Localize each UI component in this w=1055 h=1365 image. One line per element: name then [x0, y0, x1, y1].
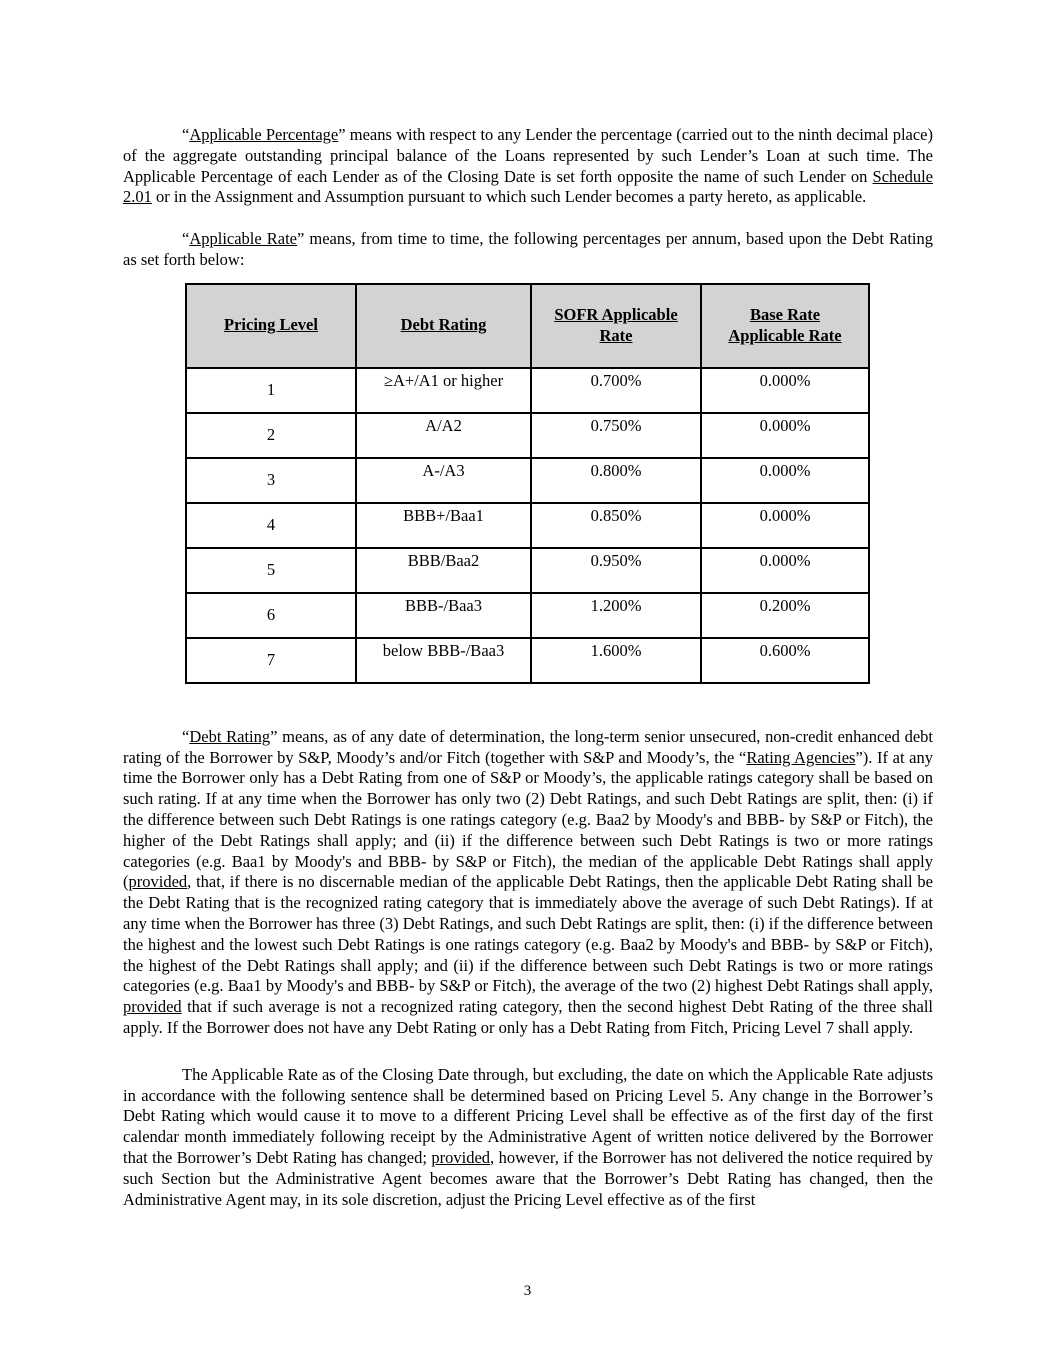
cell-pricing-level: 3: [186, 458, 356, 503]
cell-base-rate: 0.000%: [701, 548, 869, 593]
cell-debt-rating: A-/A3: [356, 458, 531, 503]
table-row: [186, 458, 869, 503]
cell-sofr-rate: 1.600%: [531, 638, 701, 683]
table-row: [186, 638, 869, 683]
pricing-table: [185, 283, 870, 684]
cell-pricing-level: 7: [186, 638, 356, 683]
header-debt-rating: Debt Rating: [356, 284, 531, 368]
cell-debt-rating: BBB+/Baa1: [356, 503, 531, 548]
cell-sofr-rate: 0.800%: [531, 458, 701, 503]
cell-sofr-rate: 0.850%: [531, 503, 701, 548]
header-base-rate-applicable-rate: Base Rate Applicable Rate: [701, 284, 869, 368]
cell-base-rate: 0.600%: [701, 638, 869, 683]
cell-pricing-level: 6: [186, 593, 356, 638]
table-row: [186, 413, 869, 458]
table-row: [186, 503, 869, 548]
cell-pricing-level: 2: [186, 413, 356, 458]
cell-base-rate: 0.000%: [701, 503, 869, 548]
cell-debt-rating: BBB/Baa2: [356, 548, 531, 593]
cell-base-rate: 0.200%: [701, 593, 869, 638]
cell-base-rate: 0.000%: [701, 413, 869, 458]
document-body: [123, 0, 933, 1210]
paragraph-applicable-rate: “Applicable Rate” means, from time to time, the following percentages per annum, based upon the Debt Rating as set forth below:: [123, 229, 933, 269]
cell-sofr-rate: 1.200%: [531, 593, 701, 638]
cell-debt-rating: ≥A+/A1 or higher: [356, 368, 531, 413]
cell-debt-rating: BBB-/Baa3: [356, 593, 531, 638]
paragraph-applicable-rate-adjustment: The Applicable Rate as of the Closing Date through, but excluding, the date on which the Applicable Rate adjusts in accordance with the following sentence shall be determined based on Pricing Level 5. Any change in the Borrower’s Debt Rating which would cause it to move to a different Pricing Level shall be effective as of the first day of the first calendar month immediately following receipt by the Administrative Agent of written notice delivered by the Borrower that the Borrower’s Debt Rating has changed; provided, however, if the Borrower has not delivered the notice required by such Section but the Administrative Agent becomes aware that the Borrower’s Debt Rating has changed, then the Administrative Agent may, in its sole discretion, adjust the Pricing Level effective as of the first: [123, 1064, 933, 1209]
table-header-row: [186, 284, 869, 368]
cell-sofr-rate: 0.950%: [531, 548, 701, 593]
table-row: [186, 593, 869, 638]
paragraph-debt-rating: “Debt Rating” means, as of any date of determination, the long-term senior unsecured, non-credit enhanced debt rating of the Borrower by S&P, Moody’s and/or Fitch (together with S&P and Moody’s, the “Rating Agencies”). If at any time the Borrower only has a Debt Rating from one of S&P or Moody’s, the applicable ratings category shall be based on such rating. If at any time when the Borrower has only two (2) Debt Ratings, and such Debt Ratings are split, then: (i) if the difference between such Debt Ratings is one ratings category (e.g. Baa2 by Moody's and BBB- by S&P or Fitch), the higher of the Debt Ratings shall apply; and (ii) if the difference between such Debt Ratings is two or more ratings categories (e.g. Baa1 by Moody's and BBB- by S&P or Fitch), the median of the applicable Debt Ratings shall apply (provided, that, if there is no discernable median of the applicable Debt Ratings, then the applicable Debt Rating shall be the Debt Rating that is the recognized rating category that is immediately above the average of such Debt Ratings). If at any time when the Borrower has three (3) Debt Ratings, and such Debt Ratings are split, then: (i) if the difference between the highest and the lowest such Debt Ratings is one ratings category (e.g. Baa2 by Moody's and BBB- by S&P or Fitch), the highest of the Debt Ratings shall apply; and (ii) if the difference between such Debt Ratings is two or more ratings categories (e.g. Baa1 by Moody's and BBB- by S&P or Fitch), the average of the two (2) highest Debt Ratings shall apply, provided that if such average is not a recognized rating category, then the second highest Debt Rating of the three shall apply. If the Borrower does not have any Debt Rating or only has a Debt Rating from Fitch, Pricing Level 7 shall apply.: [123, 726, 933, 1037]
cell-pricing-level: 1: [186, 368, 356, 413]
cell-base-rate: 0.000%: [701, 368, 869, 413]
cell-debt-rating: A/A2: [356, 413, 531, 458]
cell-pricing-level: 5: [186, 548, 356, 593]
table-row: [186, 548, 869, 593]
paragraph-applicable-percentage: “Applicable Percentage” means with respect to any Lender the percentage (carried out to the ninth decimal place) of the aggregate outstanding principal balance of the Loans represented by such Lender’s Loan at such time. The Applicable Percentage of each Lender as of the Closing Date is set forth opposite the name of such Lender on Schedule 2.01 or in the Assignment and Assumption pursuant to which such Lender becomes a party hereto, as applicable.: [123, 125, 934, 207]
table-row: [186, 368, 869, 413]
header-sofr-applicable-rate: SOFR Applicable Rate: [531, 284, 701, 368]
header-pricing-level: Pricing Level: [186, 284, 356, 368]
cell-base-rate: 0.000%: [701, 458, 869, 503]
cell-sofr-rate: 0.700%: [531, 368, 701, 413]
page-number: 3: [523, 1283, 532, 1299]
cell-pricing-level: 4: [186, 503, 356, 548]
cell-debt-rating: below BBB-/Baa3: [356, 638, 531, 683]
cell-sofr-rate: 0.750%: [531, 413, 701, 458]
